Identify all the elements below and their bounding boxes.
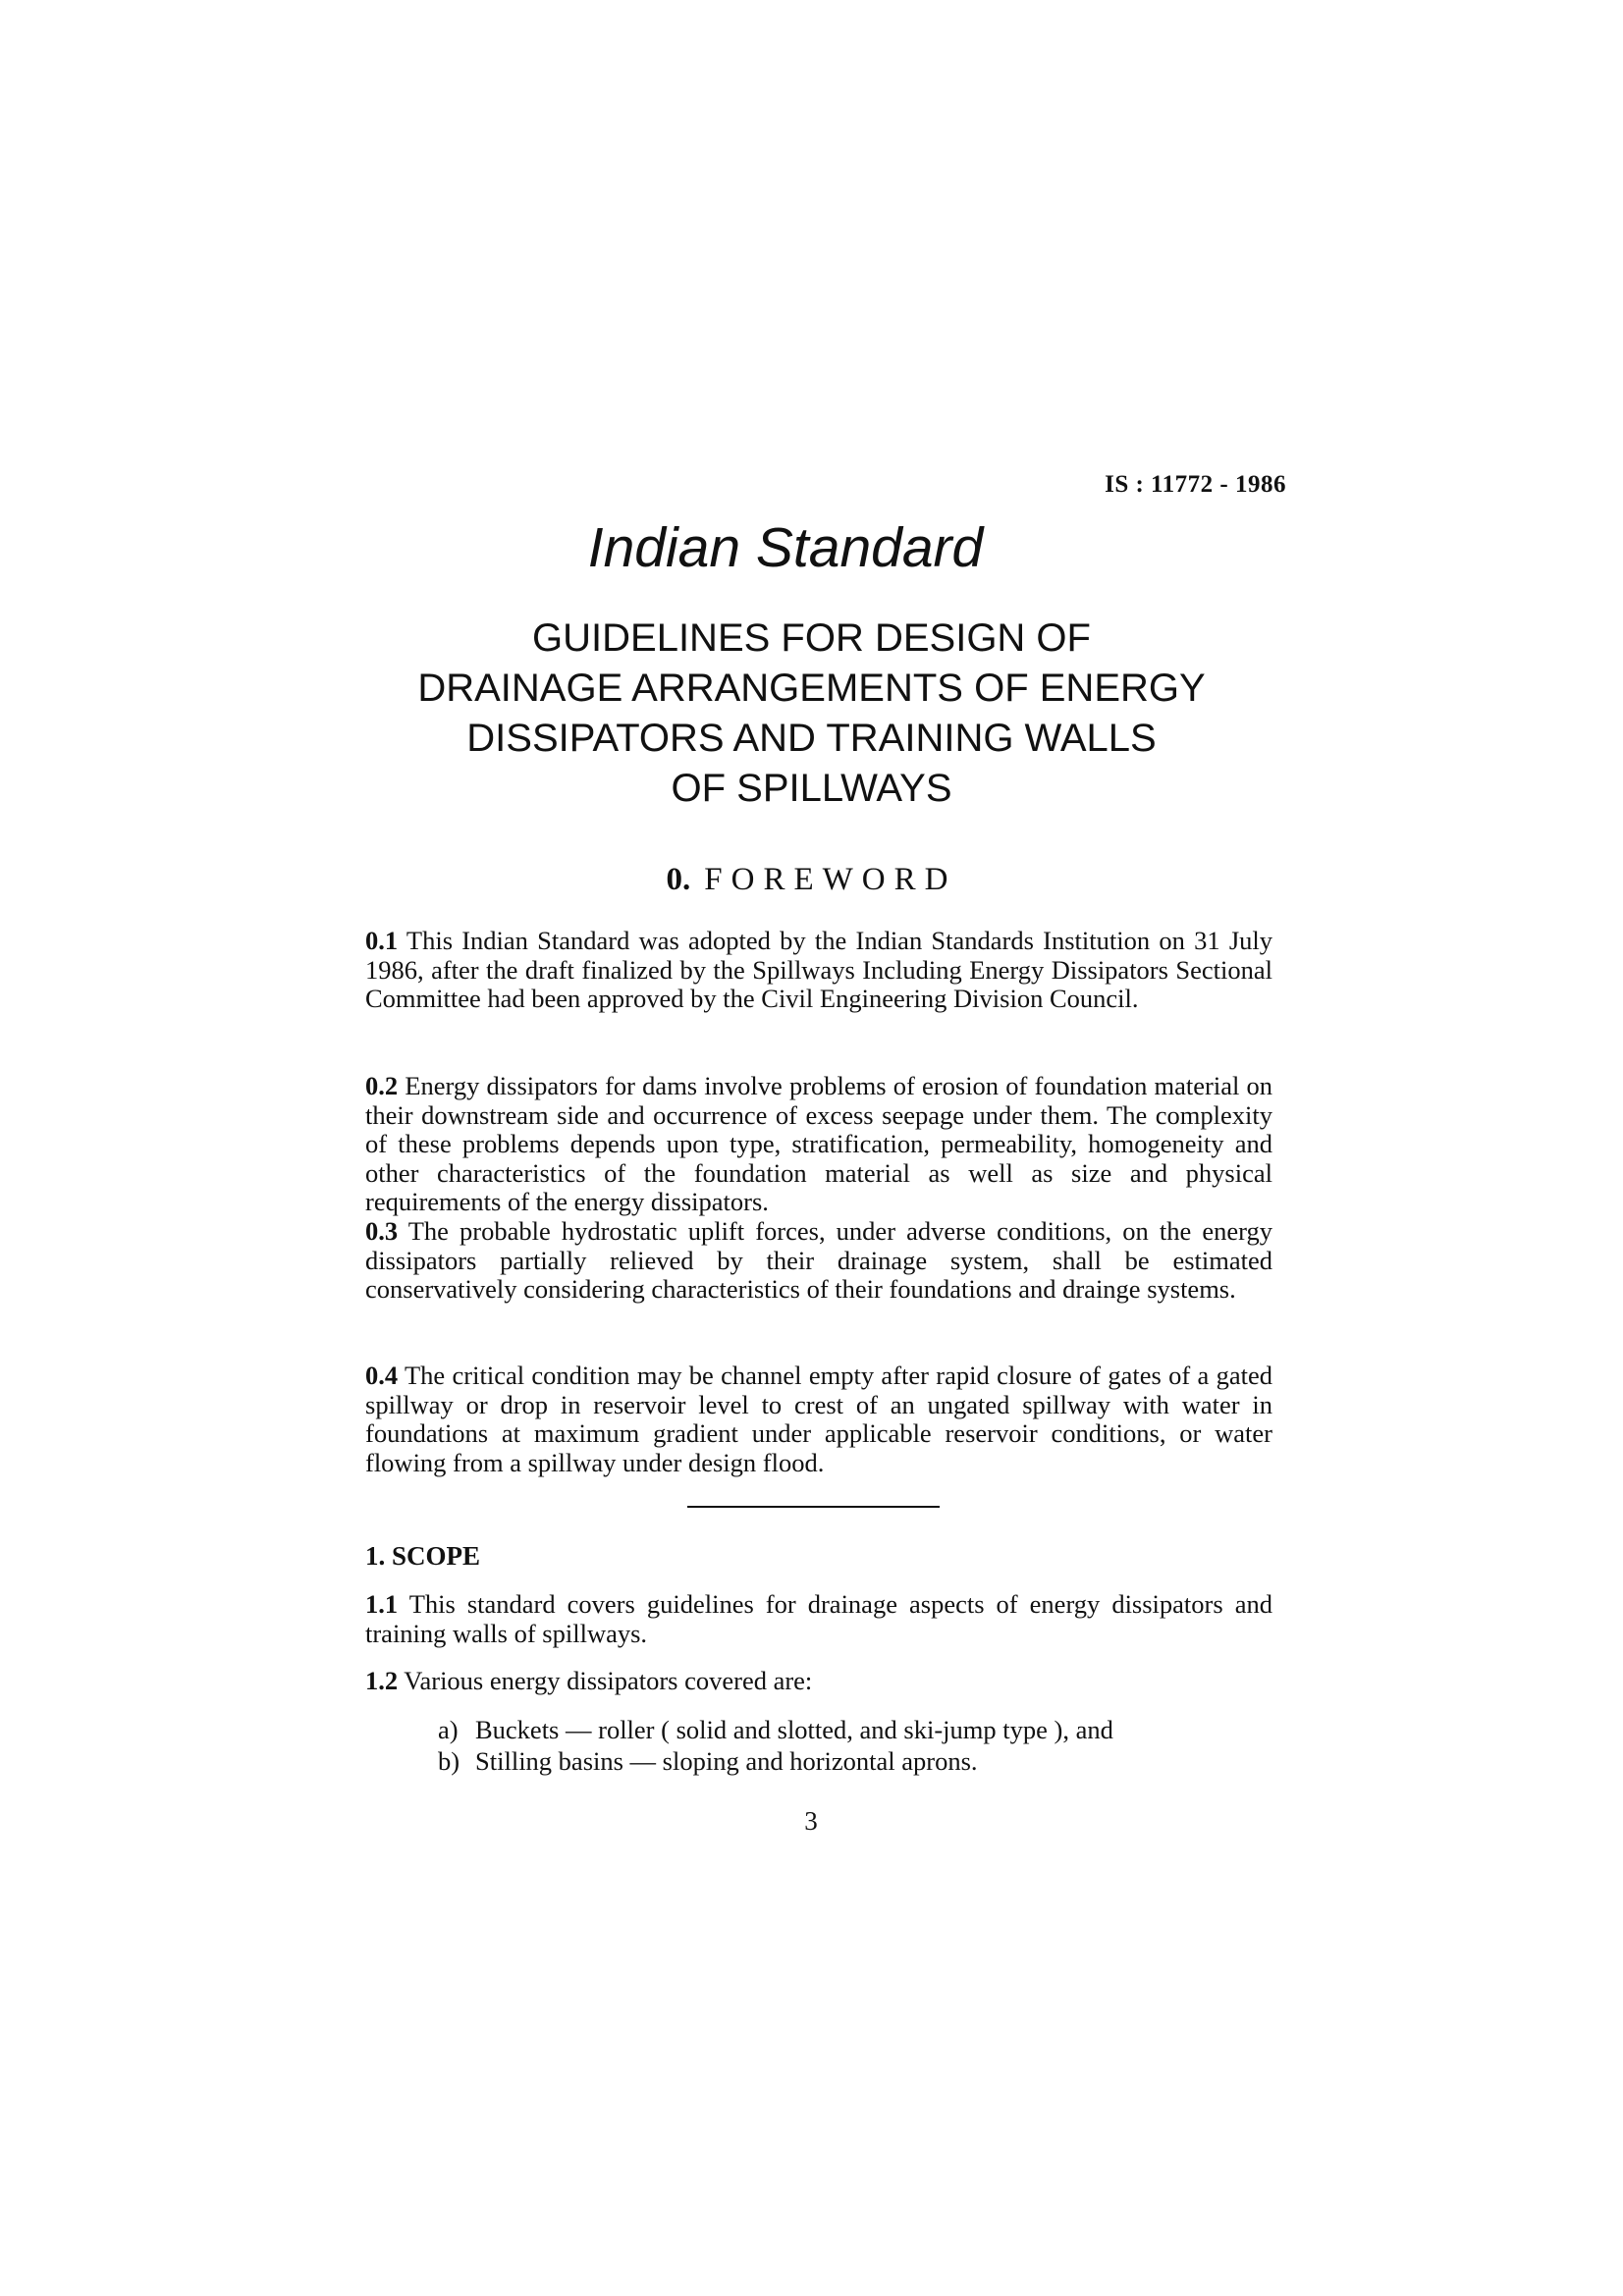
list-item: [438, 1745, 1282, 1777]
clause-number: 1.1: [365, 1589, 399, 1619]
clause-text: The critical condition may be channel empty after rapid closure of gates of a gated spillway or drop in reservoir level to crest of an ungated spillway with water in foundations at maximum gradient under applicable reservoir conditions, or water flowing from a spillway under design flood.: [365, 1361, 1272, 1477]
clause-number: 0.4: [365, 1361, 399, 1390]
clause-number: 0.1: [365, 926, 399, 955]
scope-heading: 1. SCOPE: [365, 1541, 481, 1571]
foreword-number: 0.: [666, 862, 691, 897]
standard-heading: Indian Standard: [587, 516, 984, 579]
standard-number: IS : 11772 - 1986: [1105, 471, 1286, 498]
list-item-text: Stilling basins — sloping and horizontal aprons.: [475, 1746, 978, 1776]
list-item-text: Buckets — roller ( solid and slotted, and ski-jump type ), and: [475, 1715, 1113, 1744]
list-item: [438, 1714, 1282, 1745]
clause-text: Various energy dissipators covered are:: [404, 1666, 813, 1695]
title-line: DRAINAGE ARRANGEMENTS OF ENERGY: [417, 667, 1206, 710]
foreword-label: FOREWORD: [704, 862, 957, 897]
foreword-heading: [589, 862, 1034, 898]
clause-number: 0.3: [365, 1216, 399, 1246]
section-divider: [687, 1506, 940, 1508]
clause-0-3: [365, 1217, 1272, 1305]
list-marker: a): [438, 1715, 459, 1744]
document-title: [295, 614, 1328, 814]
title-line: OF SPILLWAYS: [671, 767, 952, 810]
clause-0-2: [365, 1072, 1272, 1217]
dissipator-list: [438, 1714, 1282, 1777]
clause-text: This standard covers guidelines for drainage aspects of energy dissipators and training walls of spillways.: [365, 1589, 1272, 1648]
clause-number: 0.2: [365, 1071, 399, 1100]
clause-0-4: [365, 1362, 1272, 1477]
page-number: 3: [804, 1806, 818, 1836]
clause-text: Energy dissipators for dams involve problems of erosion of foundation material on their downstream side and occurrence of excess seepage under them. The complexity of these problems depends upon type, stratification, permeability, homogeneity and other characteristics of the foundation material as well as size and physical requirements of the energy dissipators.: [365, 1071, 1273, 1216]
clause-1-1: [365, 1590, 1272, 1648]
title-line: GUIDELINES FOR DESIGN OF: [532, 616, 1091, 660]
clause-text: The probable hydrostatic uplift forces, under adverse conditions, on the energy dissipators partially relieved by their drainage system, shall be estimated conservatively considering characteristics of their foundations and drainge systems.: [365, 1216, 1272, 1304]
clause-0-1: [365, 927, 1272, 1014]
clause-text: This Indian Standard was adopted by the Indian Standards Institution on 31 July 1986, after the draft finalized by the Spillways Including Energy Dissipators Sectional Committee had been approved by the Civil Engineering Division Council.: [365, 926, 1272, 1013]
list-marker: b): [438, 1746, 460, 1776]
clause-number: 1.2: [365, 1666, 399, 1695]
clause-1-2: [365, 1667, 1272, 1696]
title-line: DISSIPATORS AND TRAINING WALLS: [466, 717, 1157, 760]
